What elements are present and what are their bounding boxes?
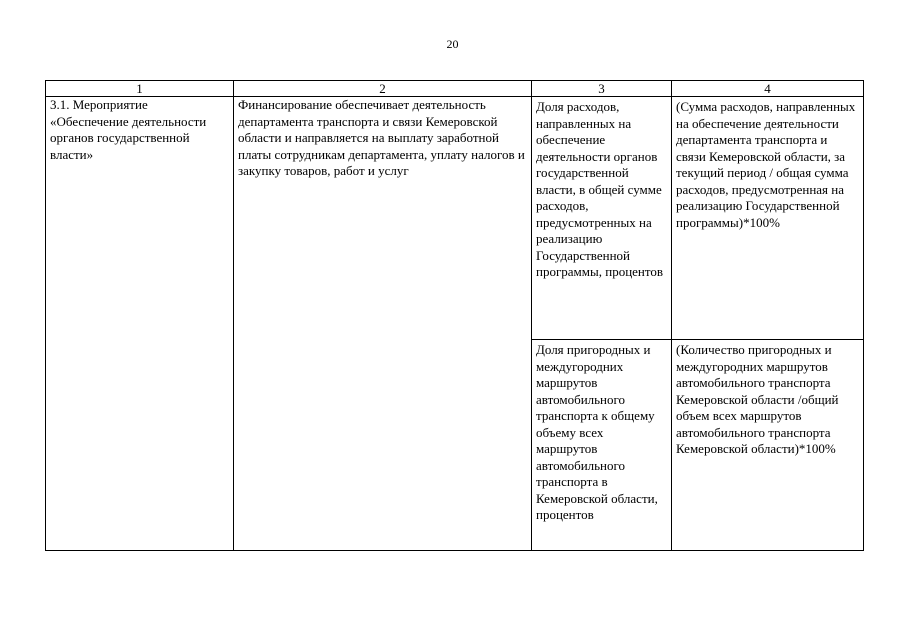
table-header-row [46, 81, 864, 97]
event-name-text: 3.1. Мероприятие «Обеспечение деятельности органов государственной власти» [50, 97, 207, 162]
indicator-name-cell [532, 97, 672, 340]
column-header-4: 4 [672, 81, 864, 97]
column-header-2: 2 [234, 81, 532, 97]
page-number: 20 [446, 37, 459, 51]
measures-table [45, 80, 864, 551]
indicator-name-text: Доля расходов, направленных на обеспечение деятельности органов государственной власти, в общей сумме расходов, предусмотренных на реализацию Государственной программы, процентов [536, 99, 664, 279]
column-header-3: 3 [532, 81, 672, 97]
indicator-name-cell [532, 340, 672, 551]
indicator-formula-text: (Сумма расходов, направленных на обеспечение деятельности департамента транспорта и связи Кемеровской области, за текущий период / общая сумма расходов, предусмотренная на реализацию Государственной программы)*100% [676, 99, 856, 230]
event-description-text: Финансирование обеспечивает деятельность департамента транспорта и связи Кемеровской области и направляется на выплату заработной платы сотрудникам департамента, уплату налогов и закупку товаров, работ и услуг [238, 97, 525, 178]
indicator-formula-text: (Количество пригородных и междугородних маршрутов автомобильного транспорта Кемеровской области /общий объем всех маршрутов автомобильного транспорта Кемеровской области)*100% [676, 342, 839, 456]
table-row [46, 97, 864, 340]
indicator-name-text: Доля пригородных и междугородних маршрутов автомобильного транспорта к общему объему всех маршрутов автомобильного транспорта в Кемеровской области, процентов [536, 342, 658, 522]
indicator-formula-cell [672, 97, 864, 340]
column-header-1: 1 [46, 81, 234, 97]
event-name-cell [46, 97, 234, 551]
event-description-cell [234, 97, 532, 551]
indicator-formula-cell [672, 340, 864, 551]
